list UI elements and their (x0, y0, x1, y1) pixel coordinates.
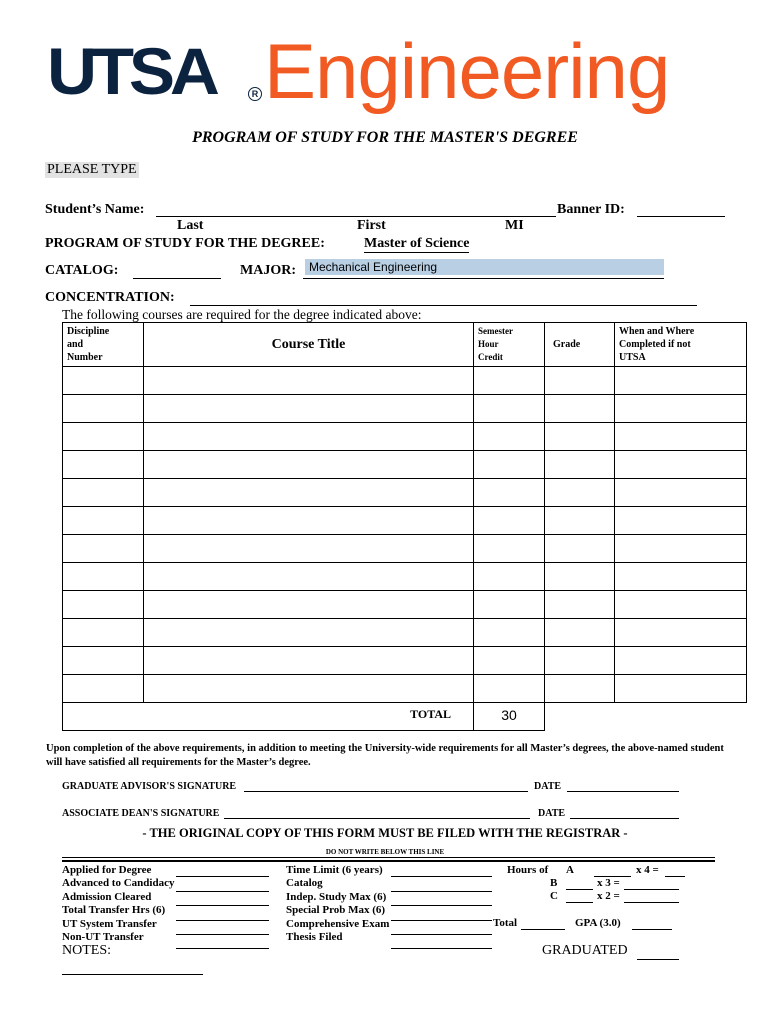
cell[interactable] (615, 675, 747, 703)
cell[interactable] (615, 423, 747, 451)
degree-label: PROGRAM OF STUDY FOR THE DEGREE: (45, 236, 325, 251)
cell[interactable] (474, 535, 545, 563)
logo-registered-mark: R (248, 87, 262, 101)
cell[interactable] (63, 535, 144, 563)
total-credit-field[interactable]: 30 (474, 703, 545, 731)
grade-c-hours-field[interactable] (566, 890, 593, 903)
cell[interactable] (144, 479, 474, 507)
graduated-label: GRADUATED (542, 943, 628, 958)
cell[interactable] (474, 675, 545, 703)
grade-a-points-field[interactable] (665, 864, 685, 877)
cell[interactable] (545, 675, 615, 703)
credit-header-line: Hour (478, 339, 499, 349)
table-row[interactable] (63, 647, 747, 675)
major-field[interactable]: Mechanical Engineering (305, 259, 664, 275)
cell[interactable] (615, 367, 747, 395)
cell[interactable] (615, 591, 747, 619)
cell[interactable] (63, 563, 144, 591)
thesis-filed-label: Thesis Filed (286, 931, 343, 944)
graduated-field[interactable] (637, 945, 679, 960)
discipline-header-line: and (67, 339, 84, 350)
dean-date-label: DATE (538, 808, 566, 819)
banner-id-field[interactable] (637, 201, 725, 217)
time-limit-field[interactable] (391, 864, 492, 877)
table-row[interactable] (63, 479, 747, 507)
total-label: TOTAL (63, 703, 474, 731)
total-hours-label: Total (493, 917, 518, 929)
cell[interactable] (144, 591, 474, 619)
discipline-header-line: Discipline (67, 326, 110, 337)
notes-label: NOTES: (62, 943, 111, 958)
table-row[interactable] (63, 619, 747, 647)
cell[interactable] (63, 591, 144, 619)
cell[interactable] (545, 479, 615, 507)
courses-table (62, 322, 747, 731)
cell[interactable] (144, 423, 474, 451)
office-column-2 (286, 864, 389, 944)
cell[interactable] (474, 619, 545, 647)
credit-header-line: Semester (478, 326, 513, 336)
cell[interactable] (63, 395, 144, 423)
discipline-header (63, 323, 144, 367)
cell[interactable] (144, 563, 474, 591)
total-hours-field[interactable] (521, 917, 565, 930)
degree-value: Master of Science (364, 236, 470, 251)
cell[interactable] (615, 647, 747, 675)
filed-notice: - THE ORIGINAL COPY OF THIS FORM MUST BE FILED WITH THE REGISTRAR - (142, 826, 628, 840)
cell[interactable] (63, 479, 144, 507)
cell[interactable] (63, 451, 144, 479)
completed-header-line: When and Where (619, 326, 695, 337)
indep-study-label: Indep. Study Max (6) (286, 890, 387, 903)
office-column-2-fields (391, 864, 492, 950)
catalog-office-label: Catalog (286, 877, 323, 890)
notes-field[interactable] (62, 962, 203, 975)
discipline-header-line: Number (67, 352, 103, 363)
grade-a-mult: x 4 = (636, 864, 659, 876)
dean-date-field[interactable] (570, 806, 679, 819)
comprehensive-exam-field[interactable] (391, 922, 492, 935)
grade-b-hours-field[interactable] (566, 877, 593, 890)
office-column-1-fields (176, 864, 269, 950)
banner-id-label: Banner ID: (557, 202, 625, 217)
table-row[interactable] (63, 507, 747, 535)
cell[interactable] (545, 563, 615, 591)
completed-header-line: Completed if not (619, 339, 691, 350)
cell[interactable] (63, 507, 144, 535)
cell[interactable] (474, 451, 545, 479)
indep-study-field[interactable] (391, 893, 492, 906)
advisor-signature-field[interactable] (244, 779, 528, 792)
comprehensive-exam-label: Comprehensive Exam (286, 917, 390, 930)
course-title-header: Course Title (144, 323, 474, 367)
ut-system-transfer-label: UT System Transfer (62, 917, 157, 930)
please-type-note: PLEASE TYPE (47, 162, 137, 177)
cell[interactable] (615, 507, 747, 535)
cell[interactable] (474, 507, 545, 535)
applied-for-degree-field[interactable] (176, 864, 269, 877)
non-ut-transfer-field[interactable] (176, 936, 269, 949)
empty-cell (615, 703, 747, 731)
cell[interactable] (545, 535, 615, 563)
total-transfer-field[interactable] (176, 907, 269, 920)
table-row[interactable] (63, 423, 747, 451)
hours-of-label: Hours of (507, 864, 549, 876)
cell[interactable] (474, 591, 545, 619)
applied-for-degree-label: Applied for Degree (62, 864, 152, 876)
office-column-1 (62, 864, 174, 944)
cell[interactable] (545, 395, 615, 423)
total-transfer-label: Total Transfer Hrs (6) (62, 904, 166, 917)
form-title: PROGRAM OF STUDY FOR THE MASTER'S DEGREE (192, 129, 578, 146)
grade-c-points-field[interactable] (624, 890, 679, 903)
cell[interactable] (545, 451, 615, 479)
advisor-date-field[interactable] (567, 779, 679, 792)
grade-header: Grade (545, 323, 615, 367)
thesis-filed-field[interactable] (391, 936, 492, 949)
cell[interactable] (615, 563, 747, 591)
cell[interactable] (545, 619, 615, 647)
required-courses-note: The following courses are required for the degree indicated above: (62, 307, 422, 322)
table-row[interactable] (63, 535, 747, 563)
cell[interactable] (144, 647, 474, 675)
catalog-office-field[interactable] (391, 878, 492, 891)
time-limit-label: Time Limit (6 years) (286, 864, 383, 876)
table-row[interactable] (63, 367, 747, 395)
cell[interactable] (63, 675, 144, 703)
table-row[interactable] (63, 563, 747, 591)
ut-system-transfer-field[interactable] (176, 922, 269, 935)
cell[interactable] (615, 479, 747, 507)
table-row[interactable] (63, 591, 747, 619)
do-not-write-notice: DO NOT WRITE BELOW THIS LINE (325, 848, 445, 856)
grade-b-mult: x 3 = (597, 877, 620, 889)
completed-header (615, 323, 747, 367)
empty-cell (545, 703, 615, 731)
advisor-date-label: DATE (534, 781, 562, 792)
logo-engineering-text: Engineering (264, 27, 670, 115)
advanced-to-candidacy-field[interactable] (176, 878, 269, 891)
cell[interactable] (63, 619, 144, 647)
table-header-row (63, 323, 747, 367)
major-label: MAJOR: (240, 263, 296, 278)
grade-b-label: B (550, 877, 558, 889)
cell[interactable] (144, 675, 474, 703)
cell[interactable] (144, 535, 474, 563)
special-prob-label: Special Prob Max (6) (286, 904, 386, 917)
cell[interactable] (144, 395, 474, 423)
cell[interactable] (144, 507, 474, 535)
cell[interactable] (63, 367, 144, 395)
cell[interactable] (474, 647, 545, 675)
completed-header-line: UTSA (619, 352, 646, 363)
gpa-field[interactable] (632, 917, 672, 930)
grade-c-mult: x 2 = (597, 890, 620, 902)
credit-header-line: Credit (478, 352, 503, 362)
table-row[interactable] (63, 395, 747, 423)
student-name-label: Student’s Name: (45, 202, 145, 217)
advisor-signature-label: GRADUATE ADVISOR'S SIGNATURE (62, 781, 237, 792)
advanced-to-candidacy-label: Advanced to Candidacy (62, 877, 175, 890)
cell[interactable] (545, 423, 615, 451)
grade-b-points-field[interactable] (624, 877, 679, 890)
concentration-label: CONCENTRATION: (45, 290, 175, 305)
catalog-field[interactable] (133, 262, 221, 279)
cell[interactable] (474, 423, 545, 451)
cell[interactable] (474, 563, 545, 591)
cell[interactable] (474, 479, 545, 507)
divider-line (62, 857, 715, 862)
catalog-label: CATALOG: (45, 263, 119, 278)
cell[interactable] (545, 367, 615, 395)
table-row[interactable] (63, 451, 747, 479)
student-name-field[interactable] (156, 201, 556, 217)
cell[interactable] (144, 619, 474, 647)
gpa-label: GPA (3.0) (575, 917, 621, 929)
total-row (63, 703, 747, 731)
dean-signature-field[interactable] (224, 806, 530, 819)
cell[interactable] (63, 647, 144, 675)
grade-a-label: A (566, 864, 574, 876)
cell[interactable] (474, 395, 545, 423)
special-prob-field[interactable] (391, 907, 492, 920)
cell[interactable] (144, 451, 474, 479)
cell[interactable] (615, 451, 747, 479)
cell[interactable] (615, 395, 747, 423)
grade-c-label: C (550, 890, 558, 902)
cell[interactable] (63, 423, 144, 451)
cell[interactable] (545, 507, 615, 535)
concentration-field[interactable] (190, 289, 697, 306)
admission-cleared-label: Admission Cleared (62, 890, 152, 903)
last-name-caption: Last (177, 218, 204, 233)
cell[interactable] (545, 647, 615, 675)
table-row[interactable] (63, 675, 747, 703)
first-name-caption: First (357, 218, 386, 233)
middle-initial-caption: MI (505, 218, 524, 233)
admission-cleared-field[interactable] (176, 893, 269, 906)
cell[interactable] (474, 367, 545, 395)
cell[interactable] (615, 535, 747, 563)
cell[interactable] (545, 591, 615, 619)
logo-utsa-text: UTSA (47, 34, 215, 108)
cell[interactable] (144, 367, 474, 395)
grade-a-hours-field[interactable] (594, 864, 631, 877)
credit-header (474, 323, 545, 367)
dean-signature-label: ASSOCIATE DEAN'S SIGNATURE (62, 808, 220, 819)
non-ut-transfer-label: Non-UT Transfer (62, 931, 144, 944)
cell[interactable] (615, 619, 747, 647)
completion-statement: Upon completion of the above requirements, in addition to meeting the University-wide requirements for all Master’s degrees, the above-named student will have satisfied all requirements for the Master’s degree. (46, 743, 724, 768)
